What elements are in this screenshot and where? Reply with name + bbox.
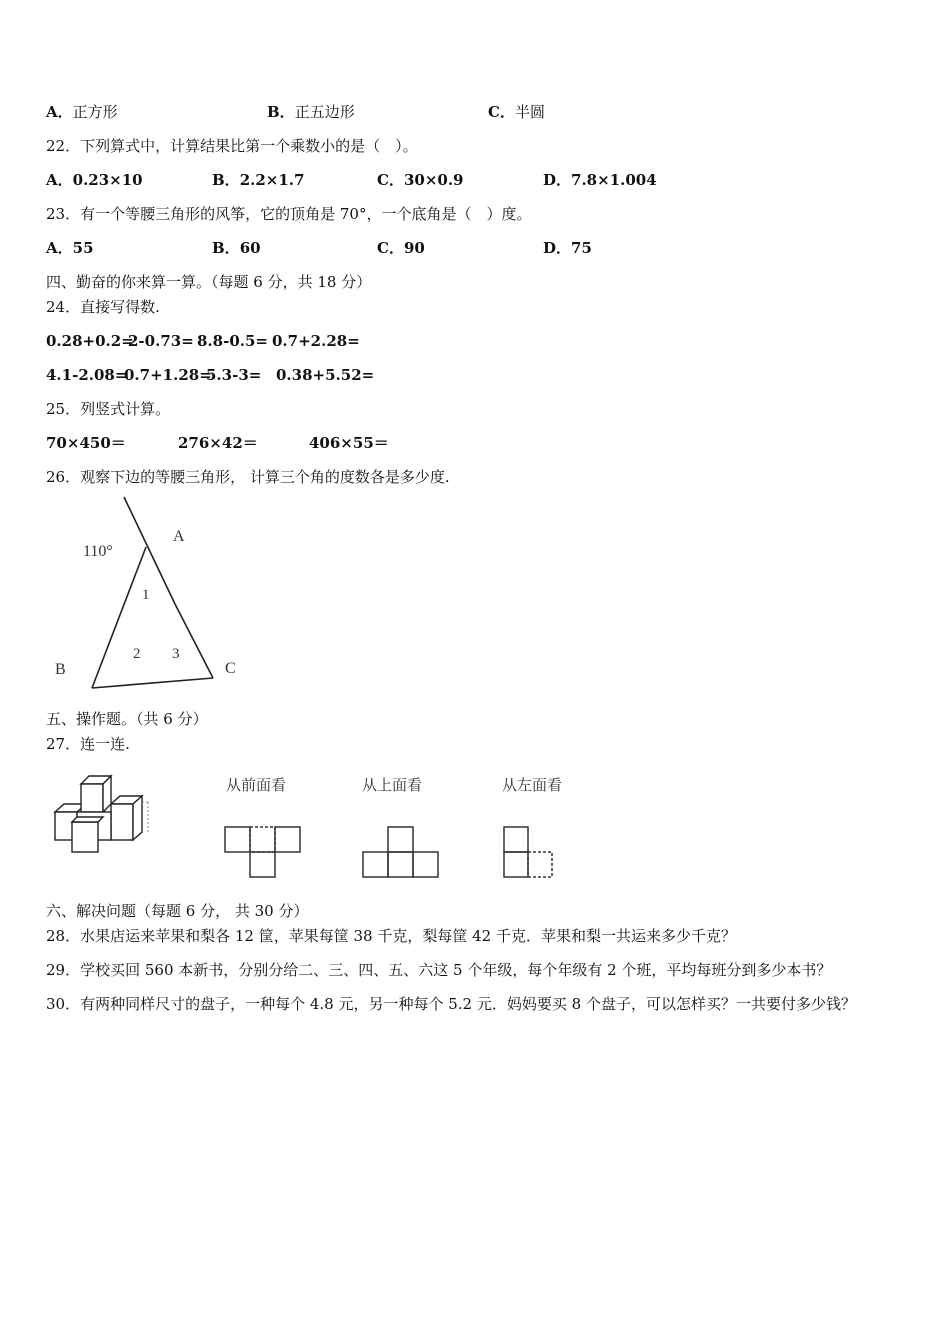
top-view-figure [361, 825, 441, 879]
q23-option-d: D．75 [543, 239, 592, 257]
extended-side-line [124, 497, 175, 604]
view-label-front: 从前面看 [226, 776, 287, 794]
angle-3-label: 3 [172, 646, 180, 662]
q25-item-2: 276×42＝ [178, 434, 258, 452]
q22-option-a: A．0.23×10 [46, 171, 143, 189]
cube-front [72, 822, 98, 852]
side-ac-lower [175, 604, 213, 678]
q27-stem: 27．连一连. [46, 735, 130, 753]
view-label-top: 从上面看 [362, 776, 423, 794]
q25-item-1: 70×450＝ [46, 434, 126, 452]
q24-r1-item-4: 0.7+2.28= [272, 332, 360, 350]
q23-stem: 23．有一个等腰三角形的风筝，它的顶角是 70°，一个底角是（ ）度。 [46, 205, 532, 223]
vertex-b-label: B [55, 661, 66, 678]
q24-r1-item-3: 8.8-0.5= [197, 332, 268, 350]
q24-r2-item-2: 0.7+1.28= [124, 366, 212, 384]
vertex-c-label: C [225, 660, 236, 677]
q28-text: 28．水果店运来苹果和梨各 12 筐，苹果每筐 38 千克，梨每筐 42 千克．苹果和梨一共运来多少千克？ [46, 927, 736, 945]
q25-item-3: 406×55＝ [309, 434, 389, 452]
q24-r1-item-2: 2-0.73= [128, 332, 194, 350]
view-label-left: 从左面看 [502, 776, 563, 794]
q29-text: 29．学校买回 560 本新书，分别分给二、三、四、五、六这 5 个年级，每个年级有 2 个班，平均每班分到多少本书？ [46, 961, 832, 979]
q22-option-d: D．7.8×1.004 [543, 171, 657, 189]
side-bc [92, 678, 213, 688]
q24-r2-item-4: 0.38+5.52= [276, 366, 375, 384]
q22-option-c: C．30×0.9 [377, 171, 464, 189]
cube-right-side [133, 796, 142, 840]
q21-option-a: A．正方形 [46, 103, 118, 121]
angle-2-label: 2 [133, 646, 141, 662]
q21-option-c: C．半圆 [488, 103, 545, 121]
side-ab [92, 547, 146, 688]
vertex-a-label: A [173, 528, 185, 545]
q21-option-b: B．正五边形 [267, 103, 355, 121]
front-view-figure [222, 825, 304, 879]
cube-upper-front [81, 784, 103, 812]
section-6-heading: 六、解决问题（每题 6 分， 共 30 分） [46, 902, 309, 920]
q25-stem: 25．列竖式计算。 [46, 400, 171, 418]
q26-stem: 26．观察下边的等腰三角形， 计算三个角的度数各是多少度. [46, 468, 450, 486]
q24-r2-item-3: 5.3-3= [206, 366, 262, 384]
q23-option-c: C．90 [377, 239, 425, 257]
q23-option-a: A．55 [46, 239, 94, 257]
section-5-heading: 五、操作题。（共 6 分） [46, 710, 208, 728]
q24-r2-item-1: 4.1-2.08= [46, 366, 128, 384]
q24-r1-item-1: 0.28+0.2= [46, 332, 134, 350]
left-view-figure [501, 825, 557, 879]
cube-right-front [111, 804, 133, 840]
cube-stack-figure [45, 772, 155, 857]
angle-1-label: 1 [142, 587, 150, 603]
q23-option-b: B．60 [212, 239, 261, 257]
isosceles-triangle-figure [45, 492, 260, 697]
cube-front-top [72, 817, 103, 822]
q22-stem: 22．下列算式中，计算结果比第一个乘数小的是（ ）。 [46, 137, 418, 155]
q22-option-b: B．2.2×1.7 [212, 171, 305, 189]
section-4-heading: 四、勤奋的你来算一算。（每题 6 分，共 18 分） [46, 273, 372, 291]
q24-stem: 24．直接写得数. [46, 298, 160, 316]
q30-text: 30．有两种同样尺寸的盘子，一种每个 4.8 元，另一种每个 5.2 元．妈妈要买 8 个盘子，可以怎样买？一共要付多少钱？ [46, 995, 856, 1013]
angle-110-label: 110° [83, 543, 113, 560]
